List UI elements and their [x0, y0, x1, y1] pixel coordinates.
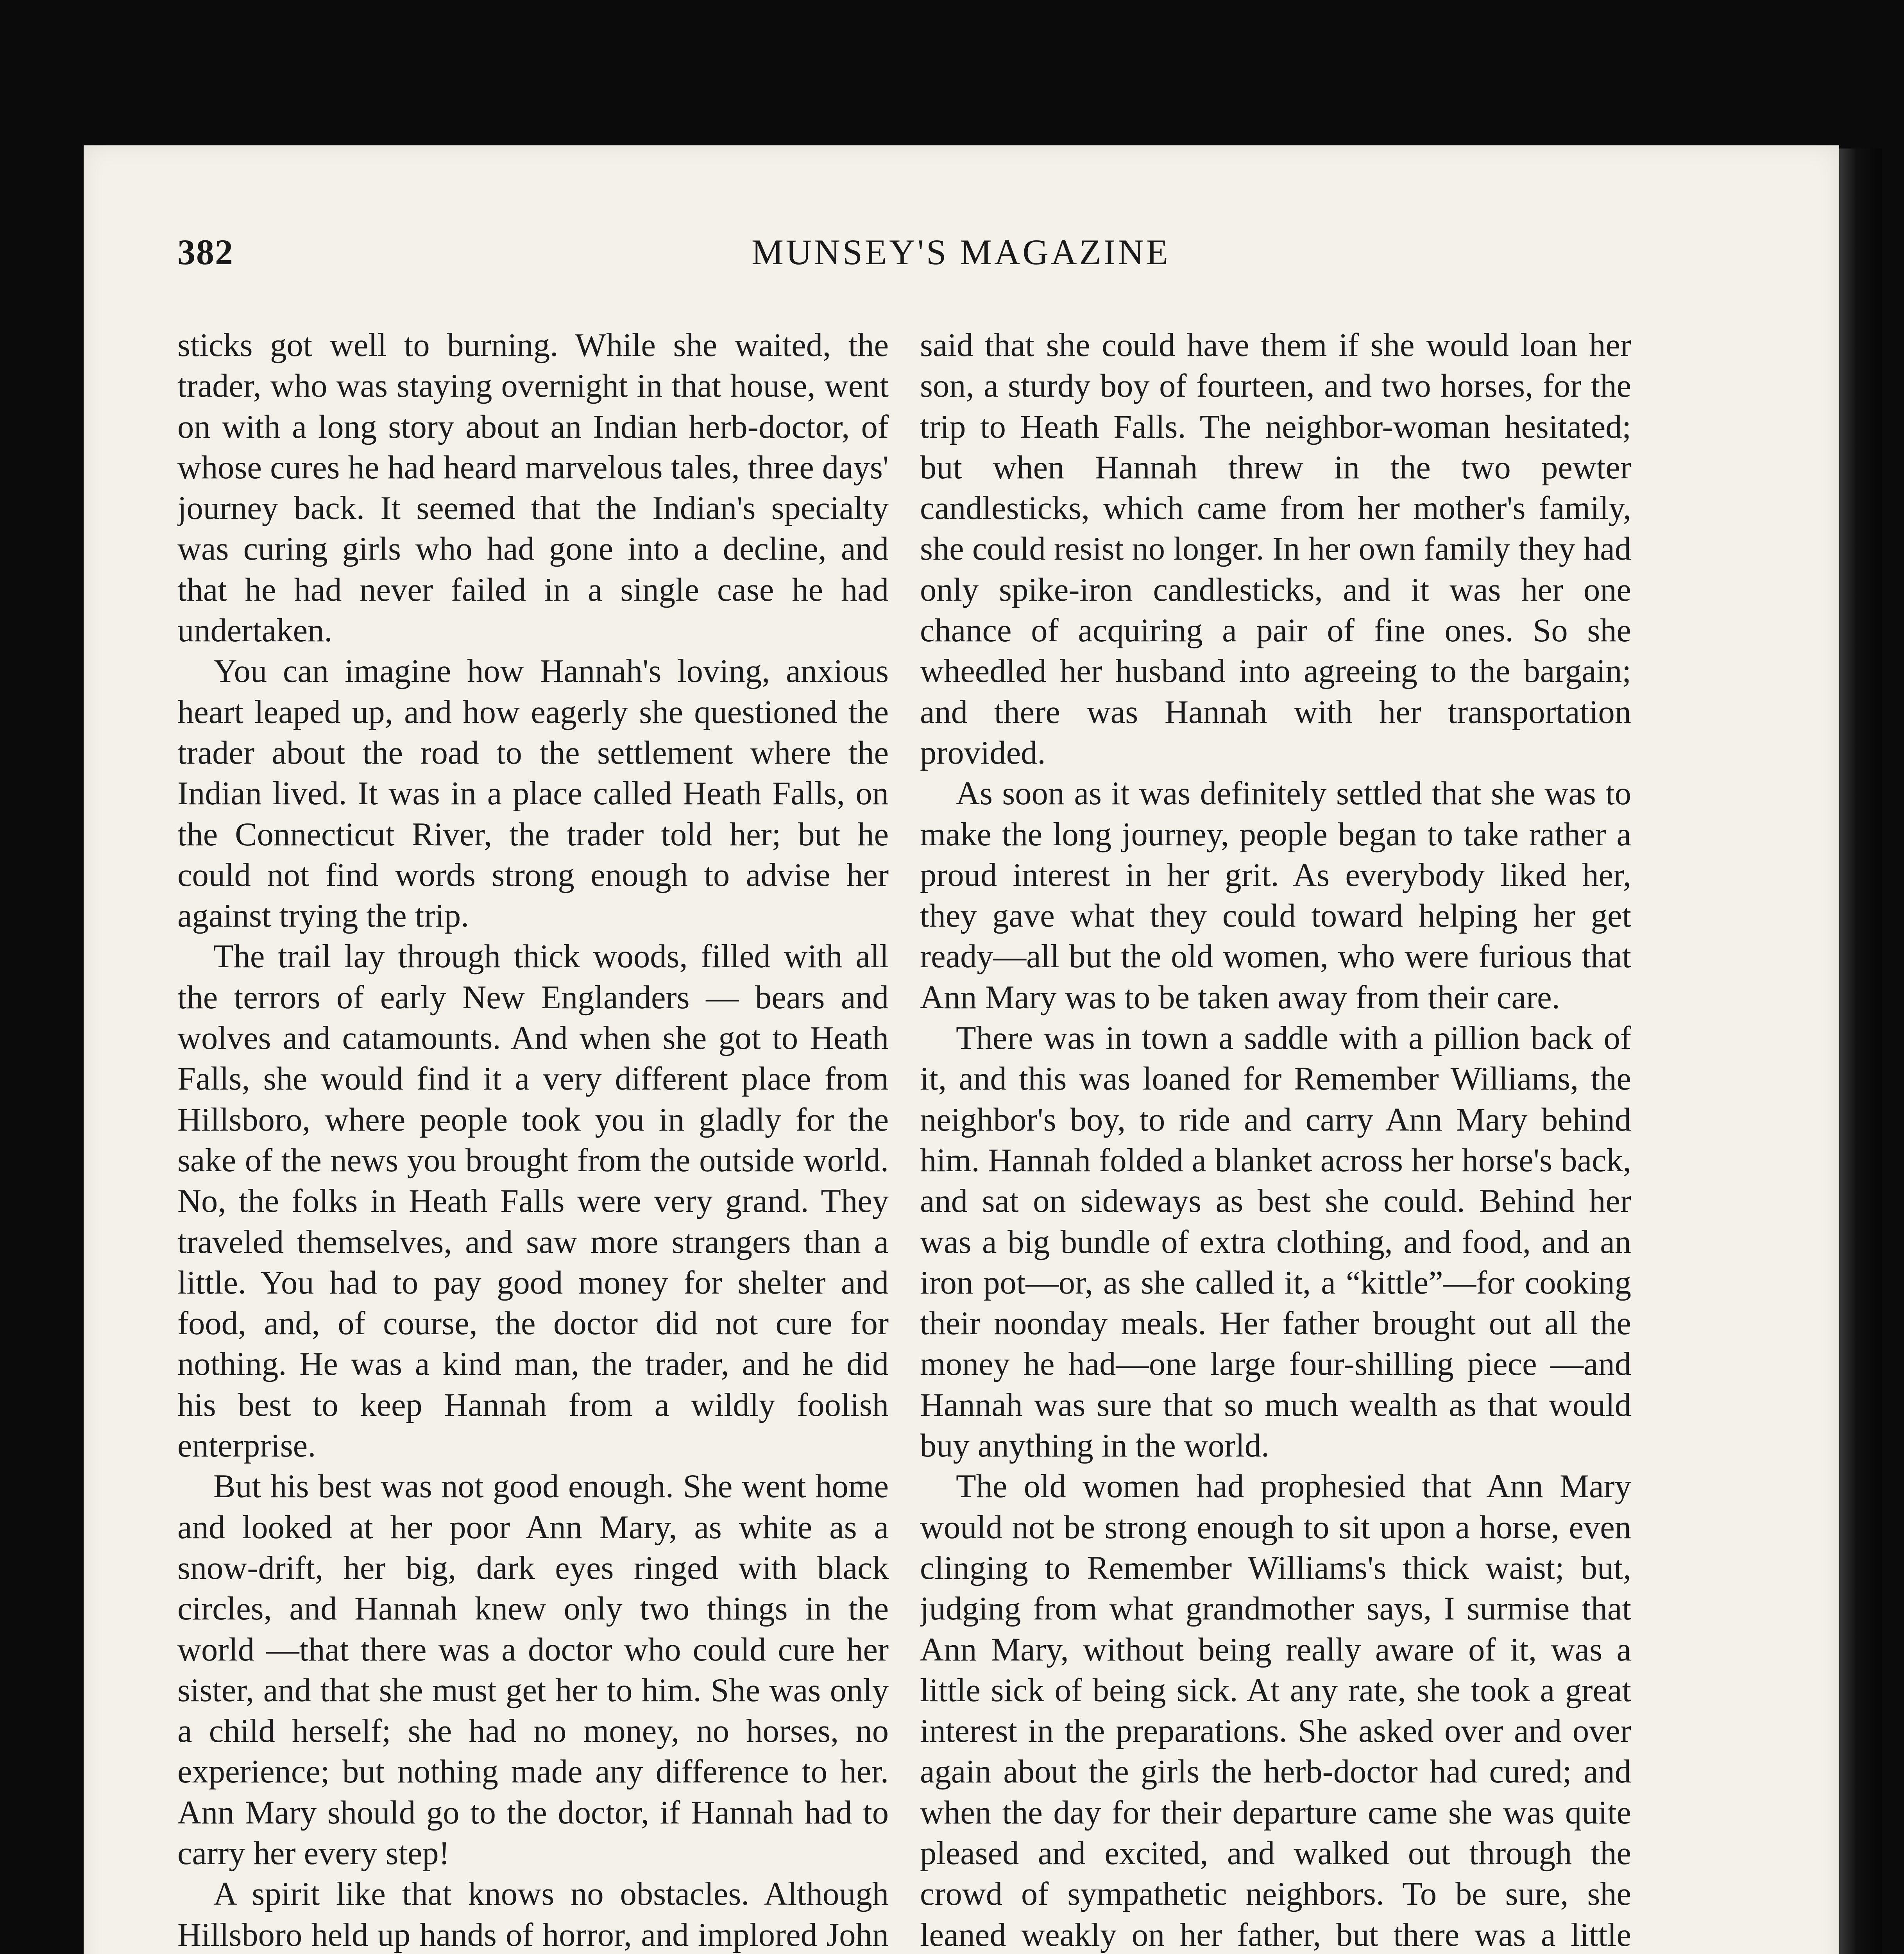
left-column: [177, 325, 889, 1954]
paragraph: sticks got well to burning. While she waited, the trader, who was staying overnight in that house, went on with a long story about an Indian herb-doctor, of whose cures he had heard marvelous tales, three days' journey back. It seemed that the Indian's specialty was curing girls who had gone into a decline, and that he had never failed in a single case he had undertaken.: [177, 327, 889, 649]
paragraph: You can imagine how Hannah's loving, anxious heart leaped up, and how eagerly she questioned the trader about the road to the settlement where the Indian lived. It was in a place called Heath Falls, on the Connecticut River, the trader told her; but he could not find words strong enough to advise her against trying the trip.: [177, 653, 889, 934]
paragraph: There was in town a saddle with a pillion back of it, and this was loaned for Remember Williams, the neighbor's boy, to ride and carry Ann Mary behind him. Hannah folded a blanket across her horse's back, and sat on sideways as best she could. Behind her was a big bundle of extra clothing, and food, and an iron pot—or, as she called it, a “kittle”—for cooking their noonday meals. Her father brought out all the money he had—one large four-shilling piece —and Hannah was sure that so much wealth as that would buy anything in the world.: [920, 1020, 1631, 1464]
page-header: [177, 231, 1745, 286]
adjacent-page-edge: [1839, 149, 1882, 1954]
page-number: 382: [177, 232, 234, 272]
running-title: MUNSEY'S MAGAZINE: [752, 232, 1170, 272]
paragraph: The old women had prophesied that Ann Mary would not be strong enough to sit upon a horse, even clinging to Remember Williams's thick waist; but, judging from what grandmother says, I surmise that Ann Mary, without being really aware of it, was a little sick of being sick. At any rate, she took a great interest in the preparations. She asked over and over again about the girls the herb-doctor had cured; and when the day for their departure came she was quite pleased and excited, and walked out through the crowd of sympathetic neighbors. To be sure, she leaned weakly on her father, but there was a little: [920, 1468, 1631, 1953]
right-column: [920, 325, 1631, 1954]
paragraph: The trail lay through thick woods, filled with all the terrors of early New Englanders — bears and wolves and catamounts. And when she got to Heath Falls, she would find it a very different place from Hillsboro, where people took you in gladly for the sake of the news you brought from the outside world. No, the folks in Heath Falls were very grand. They traveled themselves, and saw more strangers than a little. You had to pay good money for shelter and food, and, of course, the doctor did not cure for nothing. He was a kind man, the trader, and he did his best to keep Hannah from a wildly foolish enterprise.: [177, 938, 889, 1464]
paragraph: said that she could have them if she would loan her son, a sturdy boy of fourteen, and two horses, for the trip to Heath Falls. The neighbor-woman hesitated; but when Hannah threw in the two pewter candlesticks, which came from her mother's family, she could resist no longer. In her own family they had only spike-iron candlesticks, and it was her one chance of acquiring a pair of fine ones. So she wheedled her husband into agreeing to the bargain; and there was Hannah with her transportation provided.: [920, 327, 1631, 771]
paragraph: But his best was not good enough. She went home and looked at her poor Ann Mary, as white as a snow-drift, her big, dark eyes ringed with black circles, and Hannah knew only two things in the world —that there was a doctor who could cure her sister, and that she must get her to him. She was only a child herself; she had no money, no horses, no experience; but nothing made any difference to her. Ann Mary should go to the doctor, if Hannah had to carry her every step!: [177, 1468, 889, 1872]
paragraph: A spirit like that knows no obstacles. Although Hillsboro held up hands of horror, and implored John: [177, 1876, 889, 1953]
paragraph: As soon as it was definitely settled that she was to make the long journey, people began to take rather a proud interest in her grit. As everybody liked her, they gave what they could toward helping her get ready—all but the old women, who were furious that Ann Mary was to be taken away from their care.: [920, 775, 1631, 1016]
magazine-page: [84, 145, 1839, 1954]
